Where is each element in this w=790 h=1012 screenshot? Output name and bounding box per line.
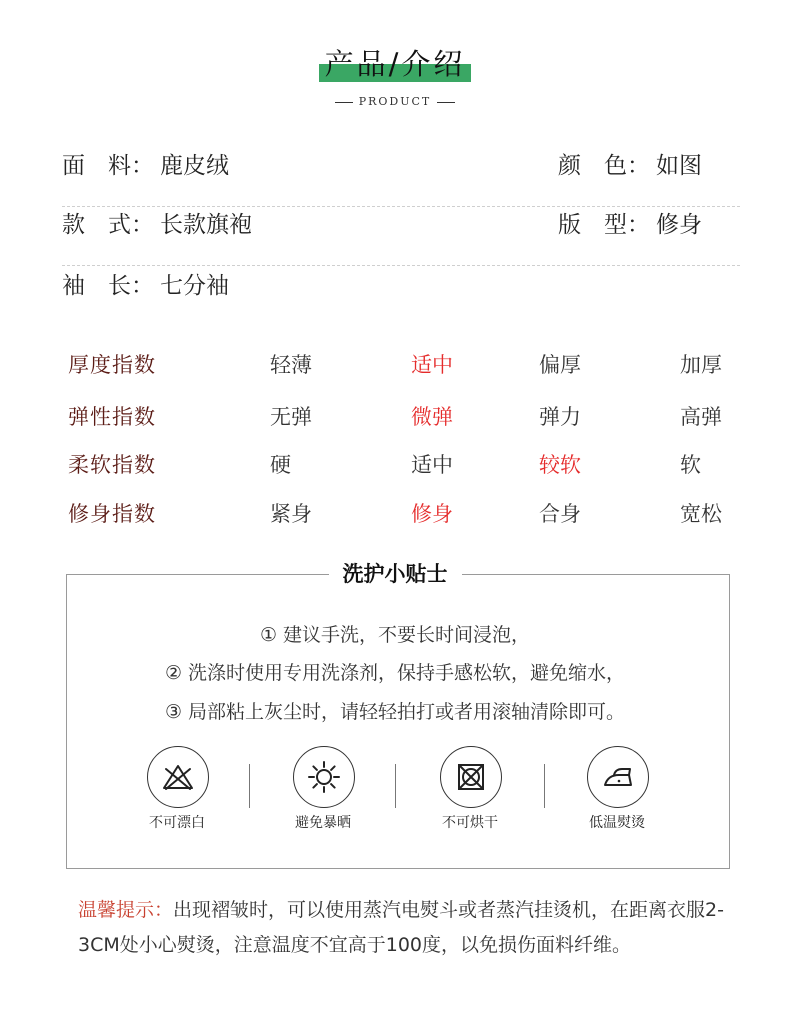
page-subtitle <box>0 95 790 108</box>
no-tumble-dry-icon <box>440 746 502 808</box>
subtitle-text: PRODUCT <box>358 95 432 108</box>
index-option: 微弹 <box>411 405 453 429</box>
care-icon-label: 避免暴晒 <box>295 815 351 831</box>
index-label: 柔软指数 <box>68 453 156 477</box>
attribute-key: 颜 色： <box>558 153 650 179</box>
care-icon-label: 低温熨烫 <box>589 815 645 831</box>
index-option: 偏厚 <box>539 353 581 377</box>
attribute-style <box>62 205 252 245</box>
index-option: 无弹 <box>270 405 312 429</box>
attribute-value: 七分袖 <box>160 273 229 299</box>
attribute-value: 如图 <box>656 153 702 179</box>
care-icon-label: 不可烘干 <box>442 815 498 831</box>
index-row-elasticity <box>0 402 790 432</box>
index-option: 修身 <box>411 502 453 526</box>
index-option: 加厚 <box>680 353 722 377</box>
care-line: ③ 局部粘上灰尘时，请轻轻拍打或者用滚轴清除即可。 <box>164 701 626 723</box>
attribute-fabric <box>62 146 229 186</box>
index-option: 较软 <box>539 453 581 477</box>
index-row-softness <box>0 450 790 480</box>
index-option: 软 <box>680 453 701 477</box>
care-line: ① 建议手洗，不要长时间浸泡， <box>259 624 531 646</box>
attribute-key: 面 料： <box>62 153 154 179</box>
care-line: ② 洗涤时使用专用洗涤剂，保持手感松软，避免缩水， <box>164 662 626 684</box>
index-label: 厚度指数 <box>68 353 156 377</box>
low-iron-icon <box>587 746 649 808</box>
index-option: 合身 <box>539 502 581 526</box>
index-option: 适中 <box>411 453 453 477</box>
attribute-sleeve <box>62 266 229 306</box>
warm-tip-label: 温馨提示： <box>78 899 174 921</box>
subtitle-dash-right <box>437 102 455 103</box>
index-option: 高弹 <box>680 405 722 429</box>
attribute-key: 袖 长： <box>62 273 154 299</box>
subtitle-dash-left <box>335 102 353 103</box>
no-sun-icon <box>293 746 355 808</box>
divider <box>395 764 396 808</box>
no-bleach-icon <box>147 746 209 808</box>
index-row-thickness <box>0 350 790 380</box>
attribute-value: 修身 <box>656 212 702 238</box>
index-option: 弹力 <box>539 405 581 429</box>
care-tips-title: 洗护小贴士 <box>329 558 462 590</box>
warm-tip <box>78 893 728 963</box>
warm-tip-text: 出现褶皱时，可以使用蒸汽电熨斗或者蒸汽挂烫机，在距离衣服2-3CM处小心熨烫，注意温度不宜高于100度，以免损伤面料纤维。 <box>78 899 724 956</box>
attribute-key: 版 型： <box>558 212 650 238</box>
care-icon-label: 不可漂白 <box>149 815 205 831</box>
divider <box>544 764 545 808</box>
index-label: 弹性指数 <box>68 405 156 429</box>
index-row-fit <box>0 499 790 529</box>
product-title-box <box>319 44 472 84</box>
care-tips-title-wrap <box>0 558 790 590</box>
index-option: 紧身 <box>270 502 312 526</box>
attribute-value: 鹿皮绒 <box>160 153 229 179</box>
page-title: 产品/介绍 <box>324 47 466 81</box>
attribute-row <box>62 146 740 207</box>
attribute-fit <box>558 205 702 245</box>
index-option: 硬 <box>270 453 291 477</box>
index-label: 修身指数 <box>68 502 156 526</box>
attribute-value: 长款旗袍 <box>160 212 252 238</box>
index-option: 宽松 <box>680 502 722 526</box>
attribute-key: 款 式： <box>62 212 154 238</box>
attribute-color <box>558 146 702 186</box>
attribute-row <box>62 205 740 266</box>
index-option: 适中 <box>411 353 453 377</box>
index-option: 轻薄 <box>270 353 312 377</box>
attribute-row <box>62 266 740 326</box>
divider <box>249 764 250 808</box>
product-title-wrap <box>0 44 790 84</box>
